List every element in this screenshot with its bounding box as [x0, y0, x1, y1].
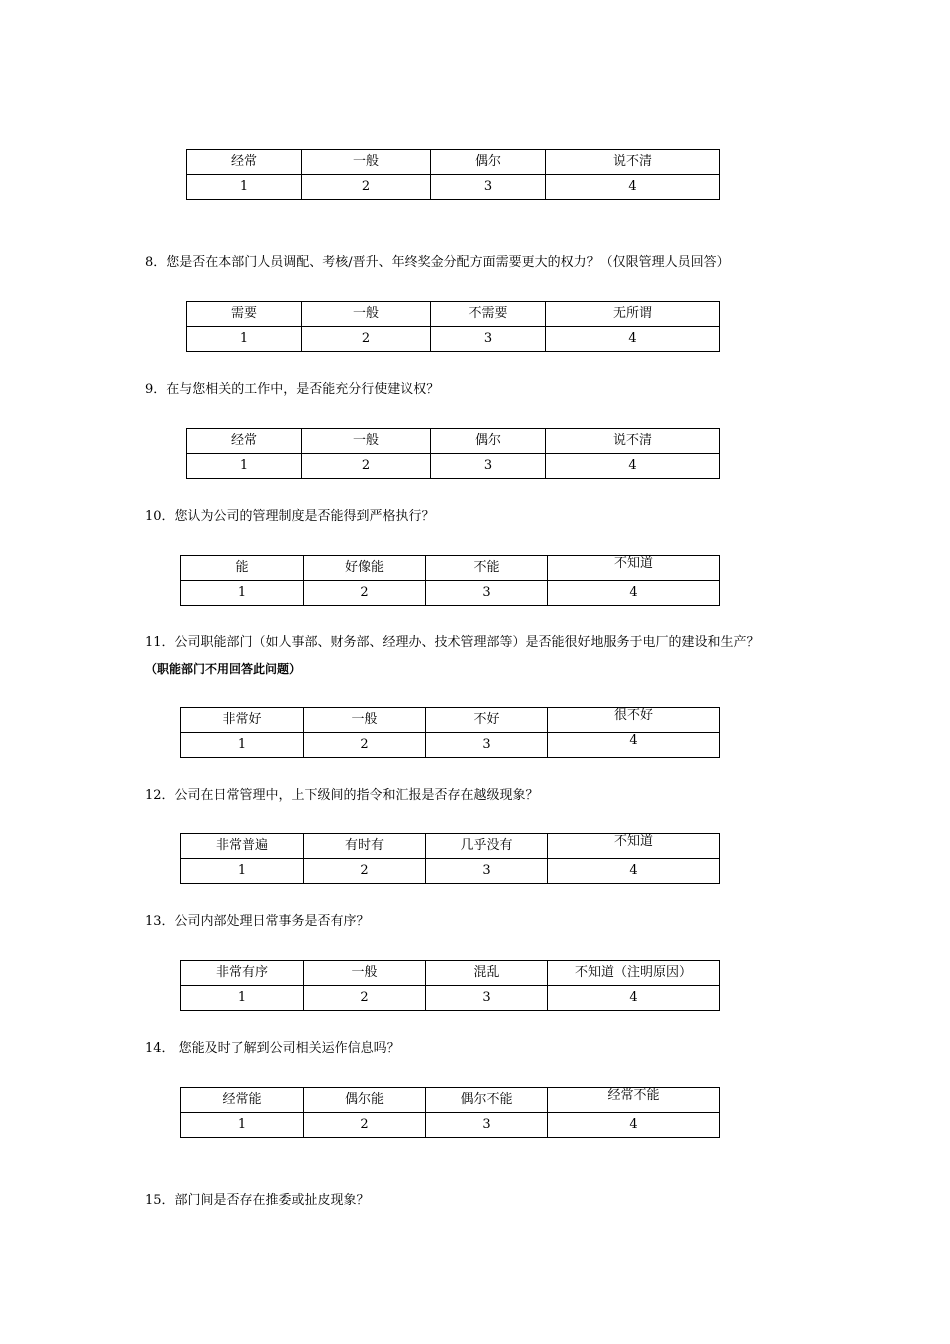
answer-table-q9 [186, 428, 720, 479]
answer-table-q10 [180, 555, 720, 606]
option-cell[interactable]: 偶尔 [431, 429, 546, 454]
option-cell[interactable]: 经常 [187, 429, 302, 454]
option-cell[interactable]: 经常 [187, 150, 302, 175]
option-cell[interactable]: 需要 [187, 302, 302, 327]
option-cell[interactable]: 几乎没有 [426, 834, 548, 859]
score-cell[interactable]: 4 [548, 733, 720, 758]
score-row [181, 859, 720, 884]
option-cell[interactable]: 经常不能 [548, 1088, 720, 1113]
answer-table-q8 [186, 301, 720, 352]
option-row [181, 961, 720, 986]
score-cell[interactable]: 3 [426, 581, 548, 606]
option-cell[interactable]: 很不好 [548, 708, 720, 733]
question-12-text: 12．公司在日常管理中，上下级间的指令和汇报是否存在越级现象？ [145, 788, 539, 803]
answer-table-q7 [186, 149, 720, 200]
answer-table-q12 [180, 833, 720, 884]
score-cell[interactable]: 3 [426, 986, 548, 1011]
option-cell[interactable]: 不好 [426, 708, 548, 733]
score-cell[interactable]: 3 [431, 175, 546, 200]
score-cell[interactable]: 3 [431, 454, 546, 479]
answer-table-q14 [180, 1087, 720, 1138]
question-13-text: 13．公司内部处理日常事务是否有序？ [145, 914, 370, 929]
score-cell[interactable]: 3 [426, 1113, 548, 1138]
score-cell[interactable]: 3 [426, 733, 548, 758]
option-row [181, 708, 720, 733]
score-row [187, 454, 720, 479]
score-cell[interactable]: 3 [431, 327, 546, 352]
score-cell[interactable]: 2 [302, 327, 431, 352]
answer-table-q13 [180, 960, 720, 1011]
answer-table-q11 [180, 707, 720, 758]
option-row [187, 429, 720, 454]
question-15-text: 15．部门间是否存在推委或扯皮现象？ [145, 1193, 370, 1208]
score-cell[interactable]: 1 [187, 327, 302, 352]
score-row [187, 327, 720, 352]
option-cell[interactable]: 不能 [426, 556, 548, 581]
option-cell[interactable]: 一般 [304, 708, 426, 733]
option-row [187, 302, 720, 327]
option-cell[interactable]: 不知道 [548, 556, 720, 581]
option-cell[interactable]: 有时有 [304, 834, 426, 859]
option-row [181, 1088, 720, 1113]
option-cell[interactable]: 非常普遍 [181, 834, 304, 859]
question-10-text: 10．您认为公司的管理制度是否能得到严格执行？ [145, 509, 435, 524]
score-row [187, 175, 720, 200]
score-cell[interactable]: 1 [181, 986, 304, 1011]
question-11-note: （职能部门不用回答此问题） [145, 662, 302, 676]
option-cell[interactable]: 不知道（注明原因） [548, 961, 720, 986]
option-row [181, 556, 720, 581]
score-cell[interactable]: 2 [304, 1113, 426, 1138]
score-cell[interactable]: 1 [187, 454, 302, 479]
score-row [181, 986, 720, 1011]
question-14-text: 14． 您能及时了解到公司相关运作信息吗？ [145, 1041, 400, 1056]
option-cell[interactable]: 不需要 [431, 302, 546, 327]
option-cell[interactable]: 好像能 [304, 556, 426, 581]
option-cell[interactable]: 一般 [302, 302, 431, 327]
option-cell[interactable]: 非常有序 [181, 961, 304, 986]
option-cell[interactable]: 不知道 [548, 834, 720, 859]
option-cell[interactable]: 能 [181, 556, 304, 581]
option-cell[interactable]: 经常能 [181, 1088, 304, 1113]
score-cell[interactable]: 2 [302, 175, 431, 200]
score-row [181, 1113, 720, 1138]
option-row [187, 150, 720, 175]
score-cell[interactable]: 1 [181, 733, 304, 758]
score-cell[interactable]: 4 [546, 454, 720, 479]
option-cell[interactable]: 混乱 [426, 961, 548, 986]
score-cell[interactable]: 1 [187, 175, 302, 200]
option-cell[interactable]: 一般 [304, 961, 426, 986]
score-cell[interactable]: 2 [304, 859, 426, 884]
option-cell[interactable]: 偶尔能 [304, 1088, 426, 1113]
score-row [181, 733, 720, 758]
score-cell[interactable]: 3 [426, 859, 548, 884]
score-cell[interactable]: 2 [302, 454, 431, 479]
question-11-text: 11．公司职能部门（如人事部、财务部、经理办、技术管理部等）是否能很好地服务于电厂的建设和生产？ [145, 635, 760, 650]
option-cell[interactable]: 一般 [302, 150, 431, 175]
question-8-text: 8．您是否在本部门人员调配、考核/晋升、年终奖金分配方面需要更大的权力？（仅限管理人员回答） [145, 255, 730, 270]
option-row [181, 834, 720, 859]
question-9-text: 9．在与您相关的工作中，是否能充分行使建议权？ [145, 382, 440, 397]
score-cell[interactable]: 4 [546, 175, 720, 200]
option-cell[interactable]: 偶尔不能 [426, 1088, 548, 1113]
score-cell[interactable]: 4 [548, 1113, 720, 1138]
option-cell[interactable]: 一般 [302, 429, 431, 454]
option-cell[interactable]: 非常好 [181, 708, 304, 733]
option-cell[interactable]: 偶尔 [431, 150, 546, 175]
score-cell[interactable]: 1 [181, 859, 304, 884]
score-cell[interactable]: 1 [181, 581, 304, 606]
option-cell[interactable]: 说不清 [546, 150, 720, 175]
score-cell[interactable]: 2 [304, 733, 426, 758]
score-cell[interactable]: 2 [304, 581, 426, 606]
score-row [181, 581, 720, 606]
option-cell[interactable]: 说不清 [546, 429, 720, 454]
score-cell[interactable]: 4 [546, 327, 720, 352]
option-cell[interactable]: 无所谓 [546, 302, 720, 327]
score-cell[interactable]: 4 [548, 581, 720, 606]
score-cell[interactable]: 4 [548, 986, 720, 1011]
score-cell[interactable]: 2 [304, 986, 426, 1011]
score-cell[interactable]: 4 [548, 859, 720, 884]
score-cell[interactable]: 1 [181, 1113, 304, 1138]
